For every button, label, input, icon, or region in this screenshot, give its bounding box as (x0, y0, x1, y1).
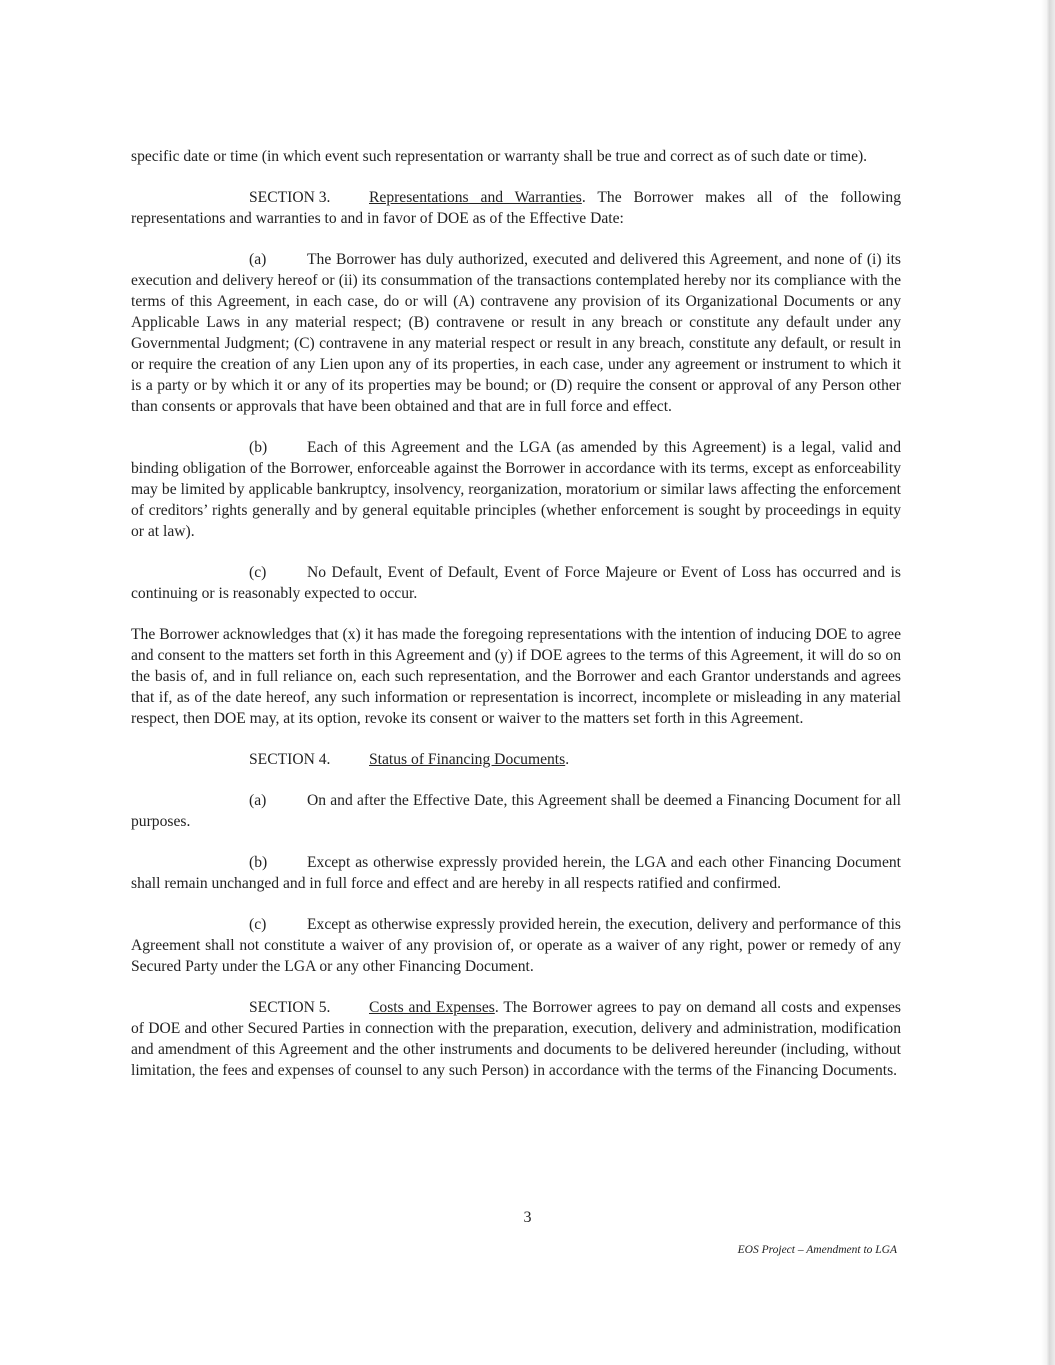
scan-edge (1041, 0, 1055, 1365)
item-text: Each of this Agreement and the LGA (as amended by this Agreement) is a legal, valid and binding obligation of the Borrower, enforceable against the Borrower in accordance with its terms, except as enforceability may be limited by applicable bankruptcy, insolvency, reorganization, moratorium or similar laws affecting the enforcement of creditors’ rights generally and by general equitable principles (whether enforcement is sought by proceedings in equity or at law). (131, 439, 901, 540)
item-text: On and after the Effective Date, this Agreement shall be deemed a Financing Document for all purposes. (131, 792, 901, 830)
section-5-heading (131, 997, 901, 1081)
section-4-item-a (131, 790, 901, 832)
section-3-lead: . The Borrower makes all of the following representations and warranties to and in favor of DOE as of the Effective Date: (131, 189, 901, 227)
item-text: The Borrower has duly authorized, executed and delivered this Agreement, and none of (i) its execution and delivery hereof or (ii) its consummation of the transactions contemplated hereby nor its compliance with the terms of this Agreement, in each case, do or will (A) contravene any provision of its Organizational Documents or any Applicable Laws in any material respect; (B) contravene or result in any breach or constitute any default under any Governmental Judgment; (C) contravene in any material respect or result in any breach, constitute any default, or result in or require the creation of any Lien upon any of its properties, in each case, under any agreement or instrument to which it is a party or by which it or any of its properties may be bound; or (D) require the consent or approval of any Person other than consents or approvals that have been obtained and that are in full force and effect. (131, 251, 901, 415)
page-number: 3 (523, 1209, 532, 1226)
section-5-title: Costs and Expenses (369, 999, 495, 1016)
section-4-item-b (131, 852, 901, 894)
section-3-heading (131, 187, 901, 229)
section-3-title: Representations and Warranties (369, 189, 582, 206)
item-text: No Default, Event of Default, Event of Force Majeure or Event of Loss has occurred and is continuing or is reasonably expected to occur. (131, 564, 901, 602)
section-3-item-b (131, 437, 901, 542)
item-label: (b) (249, 854, 268, 871)
item-label: (a) (249, 792, 267, 809)
section-3-number: SECTION 3. (249, 189, 331, 206)
item-label: (b) (249, 439, 268, 456)
section-5-number: SECTION 5. (249, 999, 331, 1016)
section-3-item-c (131, 562, 901, 604)
section-4-title: Status of Financing Documents (369, 751, 566, 768)
intro-paragraph: specific date or time (in which event such representation or warranty shall be true and correct as of such date or time). (131, 148, 868, 165)
section-4-number: SECTION 4. (249, 751, 331, 768)
item-label: (c) (249, 564, 267, 581)
section-4-heading (131, 749, 901, 770)
document-body (131, 146, 901, 1101)
acknowledgement-paragraph: The Borrower acknowledges that (x) it has made the foregoing representations with the intention of inducing DOE to agree and consent to the matters set forth in this Agreement and (y) if DOE agrees to the terms of this Agreement, it will do so on the basis of, and in full reliance on, each such representation, and the Borrower and each Grantor understands and agrees that if, as of the date hereof, any such information or representation is incorrect, incomplete or misleading in any material respect, then DOE may, at its option, revoke its consent or waiver to the matters set forth in this Agreement. (131, 626, 901, 727)
section-4-item-c (131, 914, 901, 977)
section-5-lead: . The Borrower agrees to pay on demand all costs and expenses of DOE and other Secured Parties in connection with the preparation, execution, delivery and administration, modification and amendment of this Agreement and the other instruments and documents to be delivered hereunder (including, without limitation, the fees and expenses of counsel to any such Person) in accordance with the terms of the Financing Documents. (131, 999, 901, 1079)
section-3-item-a (131, 249, 901, 417)
item-text: Except as otherwise expressly provided herein, the execution, delivery and performance of this Agreement shall not constitute a waiver of any provision of, or operate as a waiver of any right, power or remedy of any Secured Party under the LGA or any other Financing Document. (131, 916, 901, 975)
item-label: (c) (249, 916, 267, 933)
item-label: (a) (249, 251, 267, 268)
item-text: Except as otherwise expressly provided herein, the LGA and each other Financing Document shall remain unchanged and in full force and effect and are hereby in all respects ratified and confirmed. (131, 854, 901, 892)
section-4-lead: . (565, 751, 570, 768)
document-footer: EOS Project – Amendment to LGA (737, 1244, 897, 1256)
